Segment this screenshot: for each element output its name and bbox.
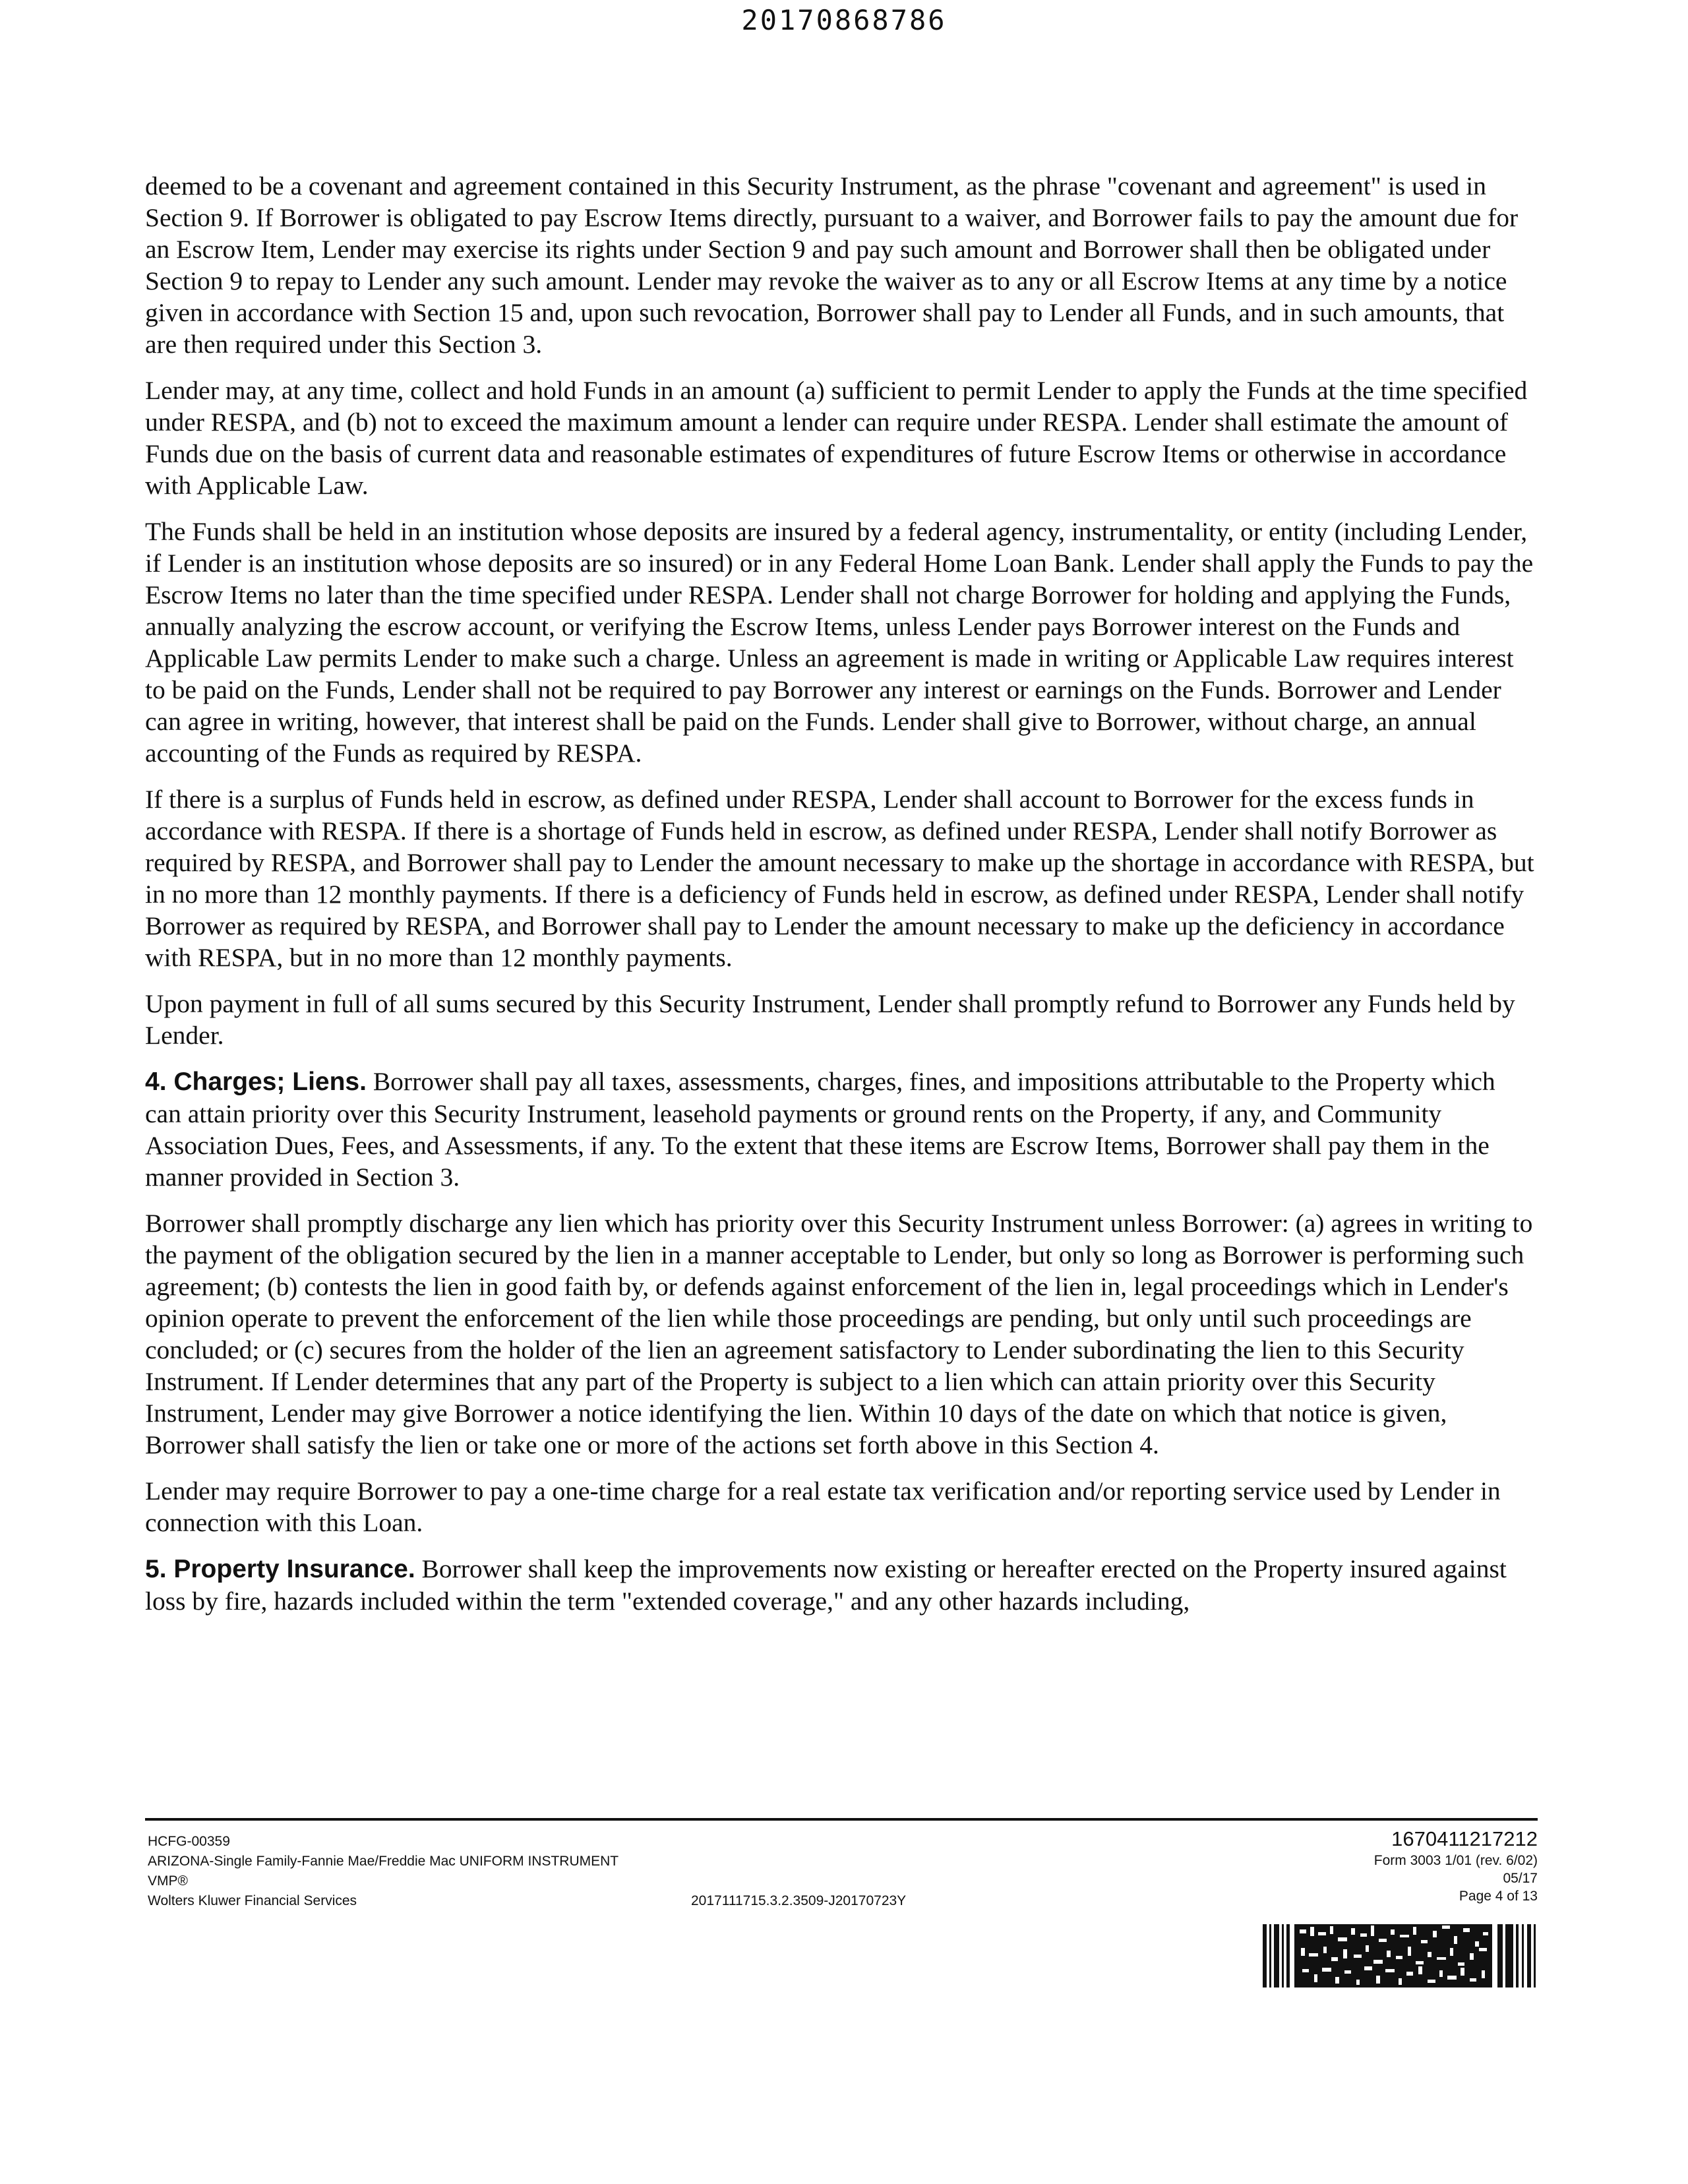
barcode-image: [1263, 1924, 1538, 1987]
section-heading-property-insurance: 5. Property Insurance.: [145, 1555, 415, 1583]
paragraph: [145, 1207, 1536, 1461]
paragraph: [145, 988, 1536, 1051]
loan-number: 1670411217212: [1391, 1827, 1538, 1850]
section-heading-charges-liens: 4. Charges; Liens.: [145, 1068, 367, 1096]
page-label: Page 4 of 13: [1459, 1889, 1538, 1904]
instrument-title: ARIZONA-Single Family-Fannie Mae/Freddie Mac UNIFORM INSTRUMENT: [148, 1854, 619, 1869]
footer-page-info: [1374, 1827, 1538, 1905]
paragraph: [145, 1066, 1536, 1193]
paragraph-text: Borrower shall pay all taxes, assessments, charges, fines, and impositions attributable to the Property which can attain priority over this Security Instrument, leasehold payments or ground rents on the Property, if any, and Community Association Dues, Fees, and Assessments, if any. To the extent that these items are Escrow Items, Borrower shall pay them in the manner provided in Section 3.: [145, 1067, 1495, 1192]
paragraph-text: deemed to be a covenant and agreement contained in this Security Instrument, as the phrase "covenant and agreement" is used in Section 9. If Borrower is obligated to pay Escrow Items directly, pursuant to a waiver, and Borrower fails to pay the amount due for an Escrow Item, Lender may exercise its rights under Section 9 and pay such amount and Borrower shall then be obligated under Section 9 to repay to Lender any such amount. Lender may revoke the waiver as to any or all Escrow Items at any time by a notice given in accordance with Section 15 and, upon such revocation, Borrower shall pay to Lender all Funds, and in such amounts, that are then required under this Section 3.: [145, 171, 1519, 359]
paragraph-text: The Funds shall be held in an institution whose deposits are insured by a federal agency, instrumentality, or entity (including Lender, if Lender is an institution whose deposits are so insured) or in any Federal Home Loan Bank. Lender shall apply the Funds to pay the Escrow Items no later than the time specified under RESPA. Lender shall not charge Borrower for holding and applying the Funds, annually analyzing the escrow account, or verifying the Escrow Items, unless Lender pays Borrower interest on the Funds and Applicable Law permits Lender to make such a charge. Unless an agreement is made in writing or Applicable Law requires interest to be paid on the Funds, Lender shall not be required to pay Borrower any interest or earnings on the Funds. Borrower and Lender can agree in writing, however, that interest shall be paid on the Funds. Lender shall give to Borrower, without charge, an annual accounting of the Funds as required by RESPA.: [145, 517, 1534, 768]
form-code: HCFG-00359: [148, 1834, 230, 1849]
vmp-label: VMP®: [148, 1873, 188, 1889]
paragraph: [145, 170, 1536, 360]
reference-id: 2017111715.3.2.3509-J20170723Y: [691, 1893, 907, 1908]
paragraph: [145, 1553, 1536, 1617]
paragraph-text: Lender may require Borrower to pay a one-time charge for a real estate tax verification and/or reporting service used by Lender in connection with this Loan.: [145, 1476, 1501, 1537]
paragraph: [145, 783, 1536, 973]
paragraph-text: If there is a surplus of Funds held in escrow, as defined under RESPA, Lender shall account to Borrower for the excess funds in accordance with RESPA. If there is a shortage of Funds held in escrow, as defined under RESPA, Lender shall notify Borrower as required by RESPA, and Borrower shall pay to Lender the amount necessary to make up the shortage in accordance with RESPA, but in no more than 12 monthly payments. If there is a deficiency of Funds held in escrow, as defined under RESPA, Lender shall notify Borrower as required by RESPA, and Borrower shall pay to Lender the amount necessary to make up the deficiency in accordance with RESPA, but in no more than 12 monthly payments.: [145, 785, 1534, 972]
publisher: Wolters Kluwer Financial Services: [148, 1893, 357, 1908]
paragraph: [145, 516, 1536, 769]
document-number: 20170868786: [741, 4, 947, 36]
revision-date: 05/17: [1503, 1871, 1538, 1886]
paragraph-text: Upon payment in full of all sums secured by this Security Instrument, Lender shall promptly refund to Borrower any Funds held by Lender.: [145, 989, 1515, 1050]
footer-form-info: [148, 1832, 618, 1911]
paragraph-text: Borrower shall promptly discharge any lien which has priority over this Security Instrument unless Borrower: (a) agrees in writing to the payment of the obligation secured by the lien in a manner acceptable to Lender, but only so long as Borrower is performing such agreement; (b) contests the lien in good faith by, or defends against enforcement of the lien in, legal proceedings which in Lender's opinion operate to prevent the enforcement of the lien while those proceedings are pending, but only until such proceedings are concluded; or (c) secures from the holder of the lien an agreement satisfactory to Lender subordinating the lien to this Security Instrument. If Lender determines that any part of the Property is subject to a lien which can attain priority over this Security Instrument, Lender may give Borrower a notice identifying the lien. Within 10 days of the date on which that notice is given, Borrower shall satisfy the lien or take one or more of the actions set forth above in this Section 4.: [145, 1209, 1533, 1459]
paragraph: [145, 375, 1536, 501]
document-body: [145, 170, 1536, 1631]
paragraph: [145, 1475, 1536, 1538]
paragraph-text: Lender may, at any time, collect and hold Funds in an amount (a) sufficient to permit Lender to apply the Funds at the time specified under RESPA, and (b) not to exceed the maximum amount a lender can require under RESPA. Lender shall estimate the amount of Funds due on the basis of current data and reasonable estimates of expenditures of future Escrow Items or otherwise in accordance with Applicable Law.: [145, 376, 1528, 500]
form-number: Form 3003 1/01 (rev. 6/02): [1373, 1853, 1538, 1868]
paragraph-text: Borrower shall keep the improvements now existing or hereafter erected on the Property insured against loss by fire, hazards included within the term "extended coverage," and any other hazards including,: [145, 1554, 1507, 1616]
footer-divider: [145, 1818, 1538, 1821]
